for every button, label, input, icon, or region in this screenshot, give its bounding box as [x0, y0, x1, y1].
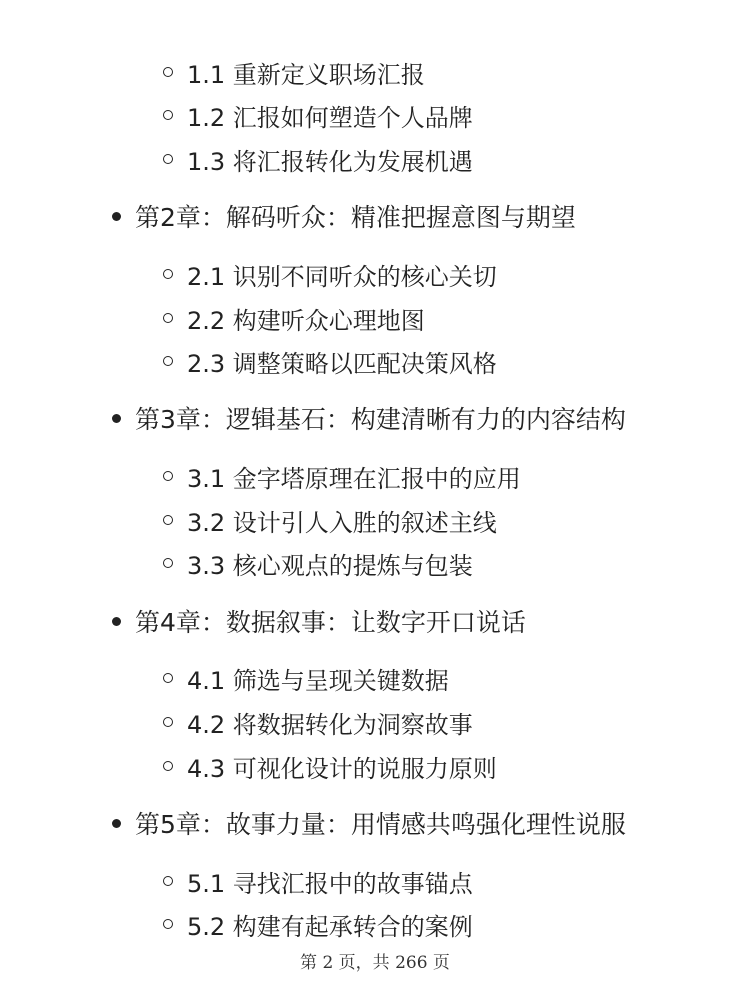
hollow-bullet-icon — [163, 761, 173, 771]
hollow-bullet-icon — [163, 313, 173, 323]
toc-section-label: 3.3 核心观点的提炼与包装 — [187, 551, 473, 580]
toc-chapter-item — [112, 195, 576, 237]
toc-section-label: 4.1 筛选与呈现关键数据 — [187, 666, 449, 695]
toc-section-label: 3.1 金字塔原理在汇报中的应用 — [187, 464, 521, 493]
toc-section-item — [163, 52, 425, 92]
toc-chapter-label: 第5章：故事力量：用情感共鸣强化理性说服 — [135, 810, 626, 839]
hollow-bullet-icon — [163, 919, 173, 929]
toc-section-label: 1.1 重新定义职场汇报 — [187, 60, 425, 89]
toc-chapter-item — [112, 600, 526, 642]
toc-chapter-label: 第3章：逻辑基石：构建清晰有力的内容结构 — [135, 405, 626, 434]
toc-chapter-item — [112, 397, 626, 439]
toc-chapter-label: 第2章：解码听众：精准把握意图与期望 — [135, 203, 576, 232]
toc-section-item — [163, 746, 497, 786]
hollow-bullet-icon — [163, 515, 173, 525]
filled-bullet-icon — [112, 414, 121, 423]
filled-bullet-icon — [112, 212, 121, 221]
toc-chapter-label: 第4章：数据叙事：让数字开口说话 — [135, 608, 526, 637]
toc-section-item — [163, 861, 473, 901]
toc-section-label: 5.1 寻找汇报中的故事锚点 — [187, 869, 473, 898]
hollow-bullet-icon — [163, 673, 173, 683]
toc-chapter-item — [112, 802, 626, 844]
filled-bullet-icon — [112, 617, 121, 626]
hollow-bullet-icon — [163, 471, 173, 481]
hollow-bullet-icon — [163, 269, 173, 279]
toc-section-item — [163, 456, 521, 496]
toc-section-label: 5.2 构建有起承转合的案例 — [187, 912, 473, 941]
toc-section-item — [163, 904, 473, 944]
toc-section-label: 4.3 可视化设计的说服力原则 — [187, 754, 497, 783]
toc-section-label: 2.3 调整策略以匹配决策风格 — [187, 349, 497, 378]
toc-section-item — [163, 298, 425, 338]
toc-section-item — [163, 139, 473, 179]
toc-section-label: 2.1 识别不同听众的核心关切 — [187, 262, 497, 291]
toc-section-item — [163, 95, 473, 135]
toc-section-item — [163, 254, 497, 294]
filled-bullet-icon — [112, 819, 121, 828]
toc-section-item — [163, 702, 473, 742]
toc-section-label: 4.2 将数据转化为洞察故事 — [187, 710, 473, 739]
hollow-bullet-icon — [163, 876, 173, 886]
toc-section-item — [163, 341, 497, 381]
toc-section-label: 1.2 汇报如何塑造个人品牌 — [187, 103, 473, 132]
toc-section-label: 3.2 设计引人入胜的叙述主线 — [187, 508, 497, 537]
hollow-bullet-icon — [163, 154, 173, 164]
hollow-bullet-icon — [163, 356, 173, 366]
hollow-bullet-icon — [163, 67, 173, 77]
toc-section-label: 1.3 将汇报转化为发展机遇 — [187, 147, 473, 176]
toc-section-item — [163, 543, 473, 583]
hollow-bullet-icon — [163, 717, 173, 727]
toc-section-item — [163, 500, 497, 540]
toc-section-label: 2.2 构建听众心理地图 — [187, 306, 425, 335]
toc-section-item — [163, 658, 449, 698]
hollow-bullet-icon — [163, 558, 173, 568]
hollow-bullet-icon — [163, 110, 173, 120]
page-number-footer: 第 2 页，共 266 页 — [300, 953, 450, 973]
